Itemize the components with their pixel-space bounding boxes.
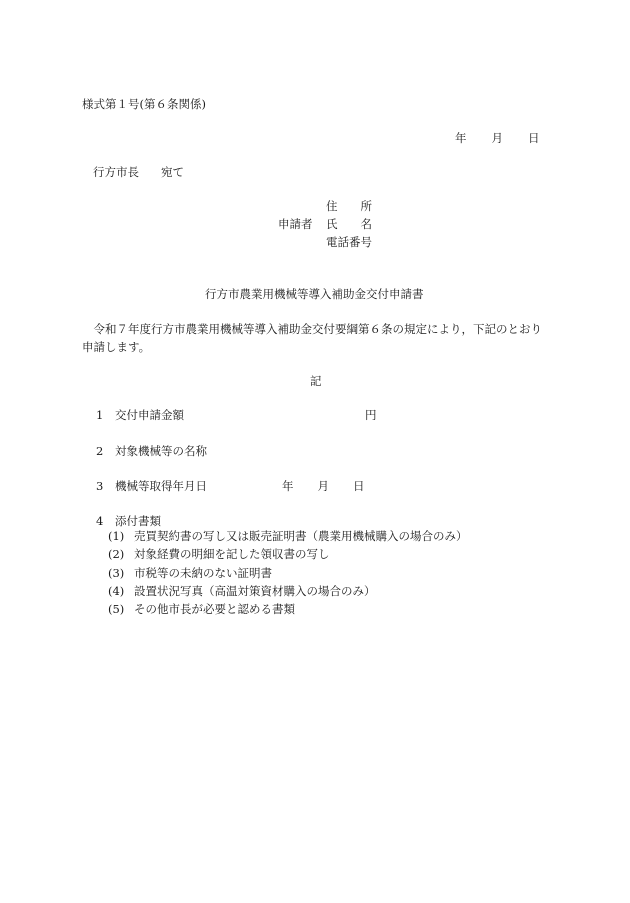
attachment-number: (1) xyxy=(108,529,125,543)
acq-day: 日 xyxy=(353,479,365,493)
date-month: 月 xyxy=(491,131,503,145)
item-number: 1 xyxy=(96,408,104,422)
recipient xyxy=(93,165,184,179)
attachment-list xyxy=(108,529,468,620)
item-label: 機械等取得年月日 xyxy=(115,479,207,493)
item-2 xyxy=(96,444,207,458)
attachment-text: 設置状況写真（高温対策資材購入の場合のみ） xyxy=(134,583,376,598)
item-label: 添付書類 xyxy=(115,514,161,528)
item-number: 4 xyxy=(96,514,104,528)
attachment-text: 対象経費の明細を記した領収書の写し xyxy=(134,547,330,562)
attachment-item xyxy=(108,602,468,620)
attachment-item xyxy=(108,566,468,584)
date-day: 日 xyxy=(528,131,540,145)
attachment-text: 売買契約書の写し又は販売証明書（農業用機械購入の場合のみ） xyxy=(134,529,468,543)
acq-month: 月 xyxy=(317,479,329,493)
item-label: 対象機械等の名称 xyxy=(115,444,207,458)
address-label: 住 所 xyxy=(326,199,372,213)
item-3 xyxy=(96,479,207,493)
attachment-number: (4) xyxy=(108,583,125,598)
attachment-text: 市税等の未納のない証明書 xyxy=(134,565,272,580)
phone-label: 電話番号 xyxy=(326,235,372,249)
item-number: 3 xyxy=(96,479,104,493)
attachment-text: その他市長が必要と認める書類 xyxy=(134,602,295,617)
recipient-honorific: 宛て xyxy=(161,165,184,179)
document-title: 行方市農業用機械等導入補助金交付申請書 xyxy=(205,287,424,301)
attachment-number: (5) xyxy=(108,602,125,617)
item-number: 2 xyxy=(96,444,104,458)
attachment-number: (2) xyxy=(108,547,125,562)
item-1 xyxy=(96,408,184,422)
applicant-role: 申請者 xyxy=(278,217,313,231)
attachment-item xyxy=(108,547,468,565)
form-label: 様式第１号(第６条関係) xyxy=(82,97,206,111)
date-line xyxy=(455,131,540,145)
attachment-item xyxy=(108,584,468,602)
recipient-name: 行方市長 xyxy=(93,165,139,179)
amount-unit: 円 xyxy=(365,408,377,422)
acquisition-date xyxy=(282,479,365,493)
date-year: 年 xyxy=(455,131,467,145)
attachment-item xyxy=(108,529,468,547)
item-4 xyxy=(96,514,161,528)
ki-heading: 記 xyxy=(310,374,322,388)
acq-year: 年 xyxy=(282,479,294,493)
applicant-block xyxy=(278,199,372,253)
body-text: 令和７年度行方市農業用機械等導入補助金交付要綱第６条の規定により，下記のとおり申請します。 xyxy=(82,322,542,354)
item-label: 交付申請金額 xyxy=(115,408,184,422)
name-label: 氏 名 xyxy=(326,217,372,231)
attachment-number: (3) xyxy=(108,565,125,580)
